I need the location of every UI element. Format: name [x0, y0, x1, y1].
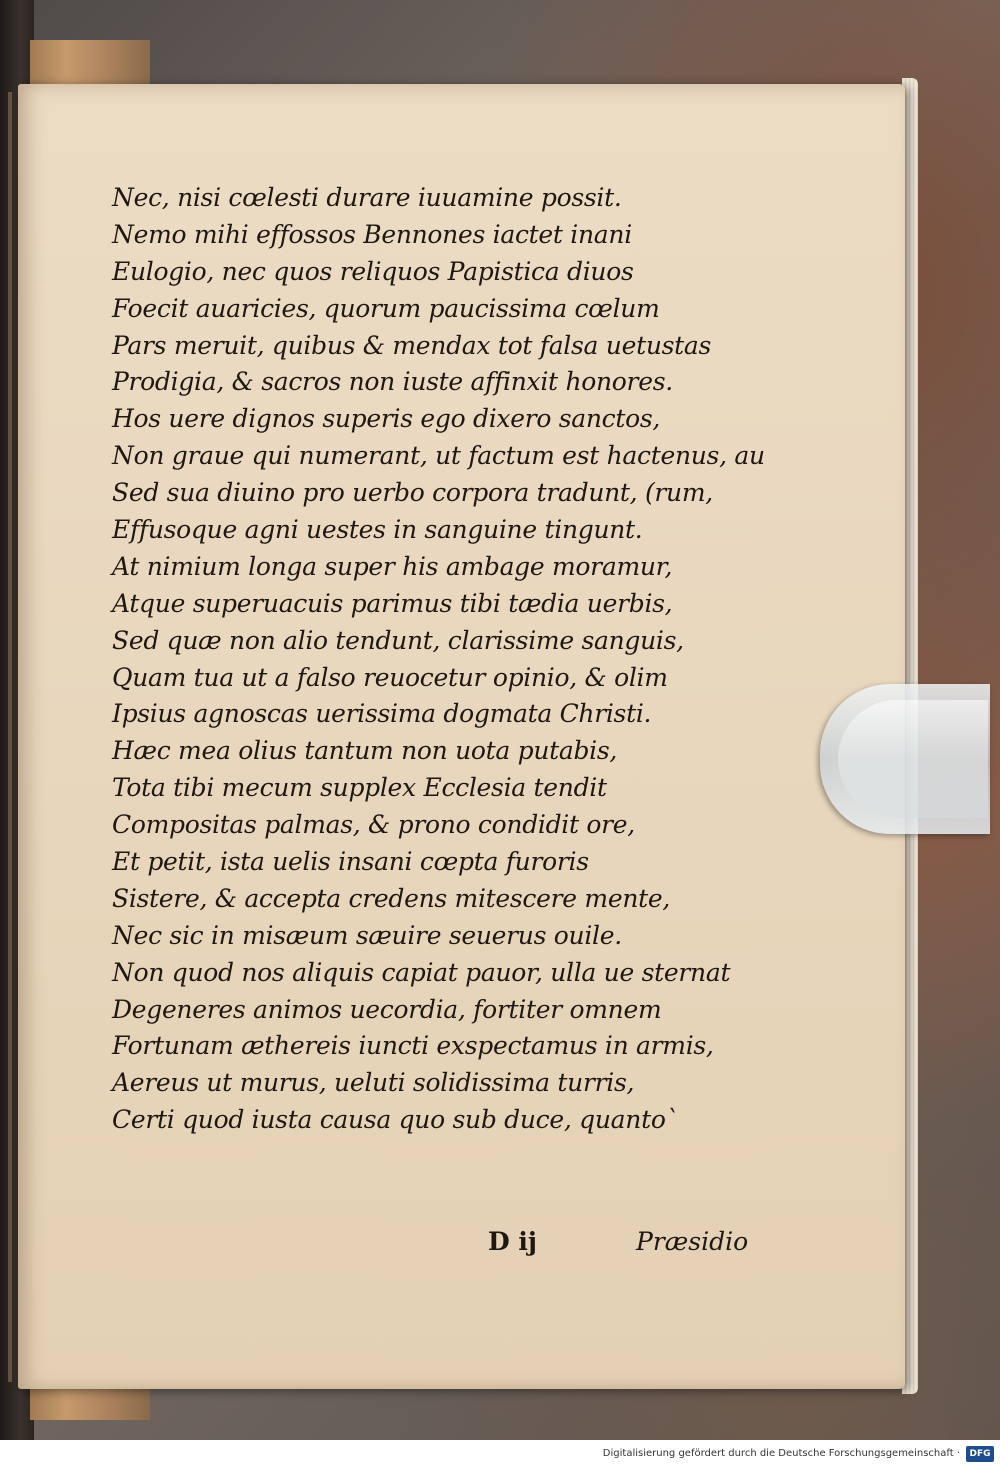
text-line: Sed quæ non alio tendunt, clarissime sanguis,	[112, 625, 684, 655]
text-line: Pars meruit, quibus & mendax tot falsa uetustas	[112, 330, 712, 360]
text-line: Compositas palmas, & prono condidit ore,	[112, 810, 635, 840]
text-line: Non quod nos aliquis capiat pauor, ulla ue sternat	[112, 957, 731, 987]
text-line: Atque superuacuis parimus tibi tædia uerbis,	[112, 588, 673, 618]
text-line: Tota tibi mecum supplex Ecclesia tendit	[112, 773, 607, 803]
text-line: Aereus ut murus, ueluti solidissima turris,	[112, 1068, 635, 1098]
text-line: Sed sua diuino pro uerbo corpora tradunt, (rum,	[112, 478, 713, 508]
page-clip-tab-highlight	[838, 700, 988, 818]
text-line: Certi quod iusta causa quo sub duce, quanto`	[112, 1105, 678, 1135]
text-line: Nec, nisi cœlesti durare iuuamine possit.	[112, 183, 622, 212]
signature-mark: D ij	[488, 1227, 537, 1256]
dfg-logo: DFG	[966, 1446, 994, 1462]
text-line: Fortunam æthereis iuncti exspectamus in armis,	[112, 1031, 714, 1061]
page-text	[112, 180, 765, 1139]
text-line: Hos uere dignos superis ego dixero sanctos,	[112, 404, 661, 434]
text-line: Ipsius agnoscas uerissima dogmata Christi.	[112, 699, 652, 729]
text-line: Quam tua ut a falso reuocetur opinio, & olim	[112, 662, 668, 692]
credit-text: Digitalisierung gefördert durch die Deutsche Forschungsgemeinschaft ·	[602, 1448, 960, 1459]
text-line: Eulogio, nec quos reliquos Papistica diuos	[112, 256, 634, 286]
text-line: Prodigia, & sacros non iuste affinxit honores.	[112, 367, 673, 397]
text-line: Non graue qui numerant, ut factum est hactenus, au	[112, 441, 765, 471]
text-line: Foecit auaricies, quorum paucissima cœlum	[112, 293, 660, 323]
text-line: Effusoque agni uestes in sanguine tingunt.	[112, 515, 643, 545]
text-line: Hæc mea olius tantum non uota putabis,	[112, 736, 618, 766]
text-line: Sistere, & accepta credens mitescere mente,	[112, 883, 671, 913]
text-line: Nec sic in misæum sæuire seuerus ouile.	[112, 920, 622, 950]
catchword: Præsidio	[636, 1227, 749, 1256]
binding-gutter	[8, 92, 12, 1382]
credit-bar	[0, 1440, 1000, 1470]
text-line: Et petit, ista uelis insani cœpta furoris	[112, 847, 589, 877]
text-line: Degeneres animos uecordia, fortiter omnem	[112, 994, 662, 1024]
text-line: At nimium longa super his ambage moramur,	[112, 551, 673, 581]
text-line: Nemo mihi effossos Bennones iactet inani	[112, 219, 632, 249]
